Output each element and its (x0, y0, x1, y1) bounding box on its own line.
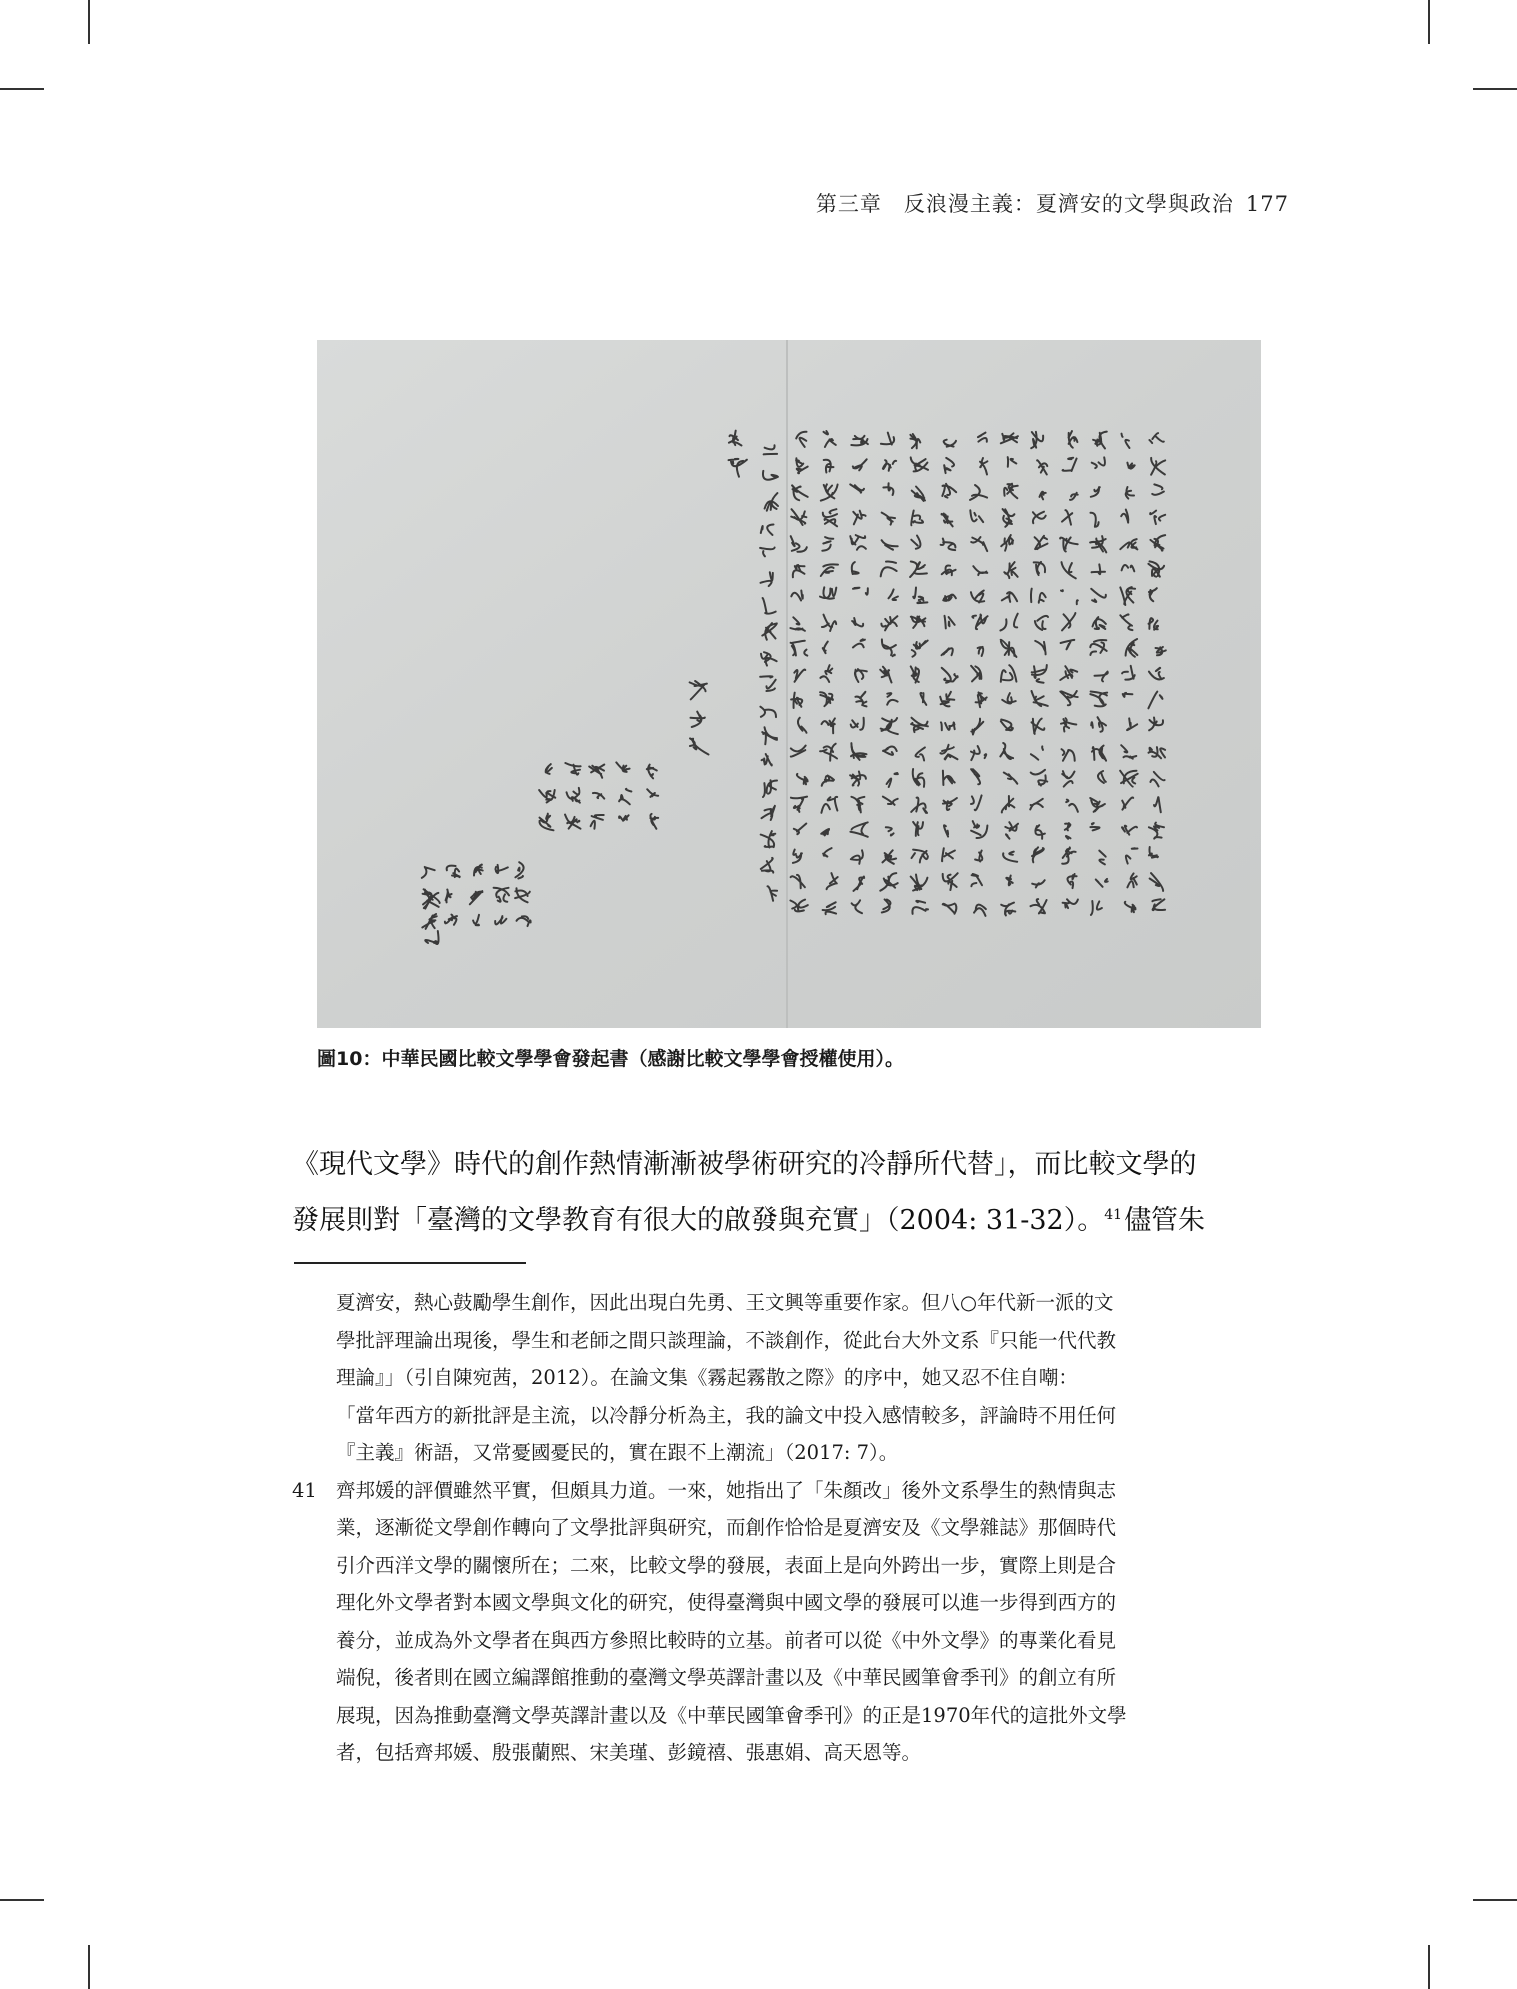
handwriting-stroke (729, 459, 739, 460)
handwriting-stroke (1034, 666, 1036, 678)
crop-mark-left-bottom (0, 1899, 44, 1901)
body-line-1: 《現代文學》時代的創作熱情漸漸被學術研究的冷靜所代替」，而比較文學的 (292, 1149, 1197, 1180)
figure-caption: 圖10：中華民國比較文學學會發起書（感謝比較文學學會授權使用）。 (317, 1048, 904, 1070)
handwriting-stroke (1150, 748, 1152, 751)
handwriting-stroke (947, 699, 955, 700)
handwriting-stroke (691, 718, 705, 719)
handwriting-stroke (985, 754, 987, 758)
footnote-continued-line: 『主義』術語，又常憂國憂民的，實在跟不上潮流」（2017: 7）。 (336, 1441, 899, 1464)
handwriting-stroke (1031, 589, 1032, 603)
handwriting-stroke (913, 521, 915, 522)
footnote-41-line: 養分，並成為外文學者在與西方參照比較時的立基。前者可以從《中外文學》的專業化看見 (336, 1628, 1117, 1652)
handwriting-stroke (518, 868, 520, 871)
handwriting-stroke (1154, 516, 1156, 524)
handwriting-stroke (1092, 572, 1105, 573)
footnote-41-line: 端倪，後者則在國立編譯館推動的臺灣文學英譯計畫以及《中華民國筆會季刊》的創立有所 (336, 1666, 1117, 1689)
footnote-number: 41 (292, 1478, 317, 1502)
handwriting-stroke (923, 693, 924, 702)
handwriting-stroke (1077, 600, 1078, 604)
crop-mark-top-right (1428, 0, 1430, 44)
crop-mark-top-left (88, 0, 90, 44)
handwriting-stroke (861, 515, 865, 516)
handwriting-stroke (577, 821, 579, 823)
manuscript-figure (317, 340, 1261, 1028)
crop-mark-right-top (1473, 88, 1517, 90)
crop-mark-bottom-left (88, 1945, 90, 1989)
chapter-title: 第三章 反浪漫主義：夏濟安的文學與政治 (815, 192, 1234, 216)
handwriting-stroke (651, 774, 653, 776)
handwriting-stroke (770, 834, 775, 835)
handwriting-stroke (1130, 756, 1137, 757)
page-number: 177 (1245, 192, 1289, 216)
handwriting-stroke (1074, 437, 1075, 440)
handwriting-stroke (861, 639, 865, 641)
handwriting-stroke (974, 513, 975, 516)
handwriting-stroke (764, 454, 777, 455)
handwriting-stroke (824, 855, 825, 856)
handwriting-stroke (760, 676, 772, 677)
handwriting-stroke (1132, 848, 1138, 849)
running-head (816, 188, 1289, 218)
footnote-41-line: 業，逐漸從文學創作轉向了文學批評與研究，而創作恰恰是夏濟安及《文學雜誌》那個時代 (336, 1516, 1117, 1539)
handwriting-stroke (1095, 628, 1099, 629)
handwriting-stroke (949, 622, 950, 627)
handwriting-stroke (945, 616, 946, 629)
handwriting-stroke (944, 465, 945, 473)
handwriting-stroke (802, 516, 806, 517)
handwriting-stroke (1123, 694, 1125, 697)
body-line-2-text: 發展則對「臺灣的文學教育有很大的啟發與充實」（2004: 31-32）。 (292, 1205, 1105, 1236)
handwriting-stroke (1063, 470, 1072, 471)
handwriting-stroke (1092, 599, 1096, 602)
footnote-41-line (292, 1472, 1292, 1510)
crop-mark-bottom-right (1428, 1945, 1430, 1989)
body-line-2 (292, 1190, 1292, 1246)
footnote-ref-41[interactable]: 41 (1104, 1207, 1123, 1223)
footnotes (292, 1284, 1292, 1772)
handwriting-stroke (1061, 590, 1063, 591)
handwriting-stroke (1092, 823, 1094, 824)
handwriting-stroke (476, 925, 479, 926)
footnote-continued-line: 「當年西方的新批評是主流，以冷靜分析為主，我的論文中投入感情較多，評論時不用任何 (336, 1403, 1117, 1427)
handwriting-stroke (943, 771, 944, 785)
manuscript-image (317, 340, 1261, 1028)
handwriting-stroke (941, 722, 942, 730)
handwriting-stroke (798, 807, 800, 812)
footnote-41-line: 引介西洋文學的關懷所在；二來，比較文學的發展，表面上是向外跨出一步，實際上則是合 (336, 1553, 1117, 1577)
handwriting-stroke (1122, 434, 1123, 437)
footnote-41-line: 者，包括齊邦媛、殷張蘭熙、宋美瑾、彭鏡禧、張惠娟、高天恩等。 (336, 1741, 922, 1764)
footnote-continued-line: 夏濟安，熱心鼓勵學生創作，因此出現白先勇、王文興等重要作家。但八○年代新一派的文 (336, 1291, 1114, 1314)
handwriting-stroke (765, 846, 774, 847)
crop-mark-right-bottom (1473, 1899, 1517, 1901)
footnote-41-text: 齊邦媛的評價雖然平實，但頗具力道。一來，她指出了「朱顏改」後外文系學生的熱情與志 (336, 1478, 1117, 1502)
handwriting-stroke (452, 876, 460, 877)
footnote-41-line: 理化外文學者對本國文學與文化的研究，使得臺灣與中國文學的發展可以進一步得到西方的 (336, 1591, 1117, 1614)
handwriting-stroke (917, 602, 927, 603)
handwriting-stroke (1042, 746, 1043, 750)
handwriting-stroke (894, 773, 897, 774)
handwriting-stroke (794, 693, 795, 708)
footnote-continued-line: 理論』」（引自陳宛茜，2012）。在論文集《霧起霧散之際》的序中，她又忍不住自嘲： (336, 1366, 1078, 1389)
footnote-41-line: 展現，因為推動臺灣文學英譯計畫以及《中華民國筆會季刊》的正是1970年代的這批外文學 (336, 1703, 1127, 1727)
handwriting-stroke (1068, 458, 1073, 459)
footnote-continued-line: 學批評理論出現後，學生和老師之間只談理論，不談創作，從此台大外文系『只能一代代教 (336, 1328, 1117, 1352)
handwriting-stroke (795, 566, 797, 569)
body-line-2-tail: 儘管朱 (1124, 1205, 1206, 1236)
handwriting-stroke (1043, 642, 1045, 650)
crop-mark-left-top (0, 88, 44, 90)
handwriting-stroke (621, 795, 623, 798)
handwriting-stroke (853, 588, 859, 589)
body-paragraph (292, 1140, 1292, 1246)
handwriting-stroke (893, 655, 895, 657)
footnote-rule (294, 1262, 526, 1264)
